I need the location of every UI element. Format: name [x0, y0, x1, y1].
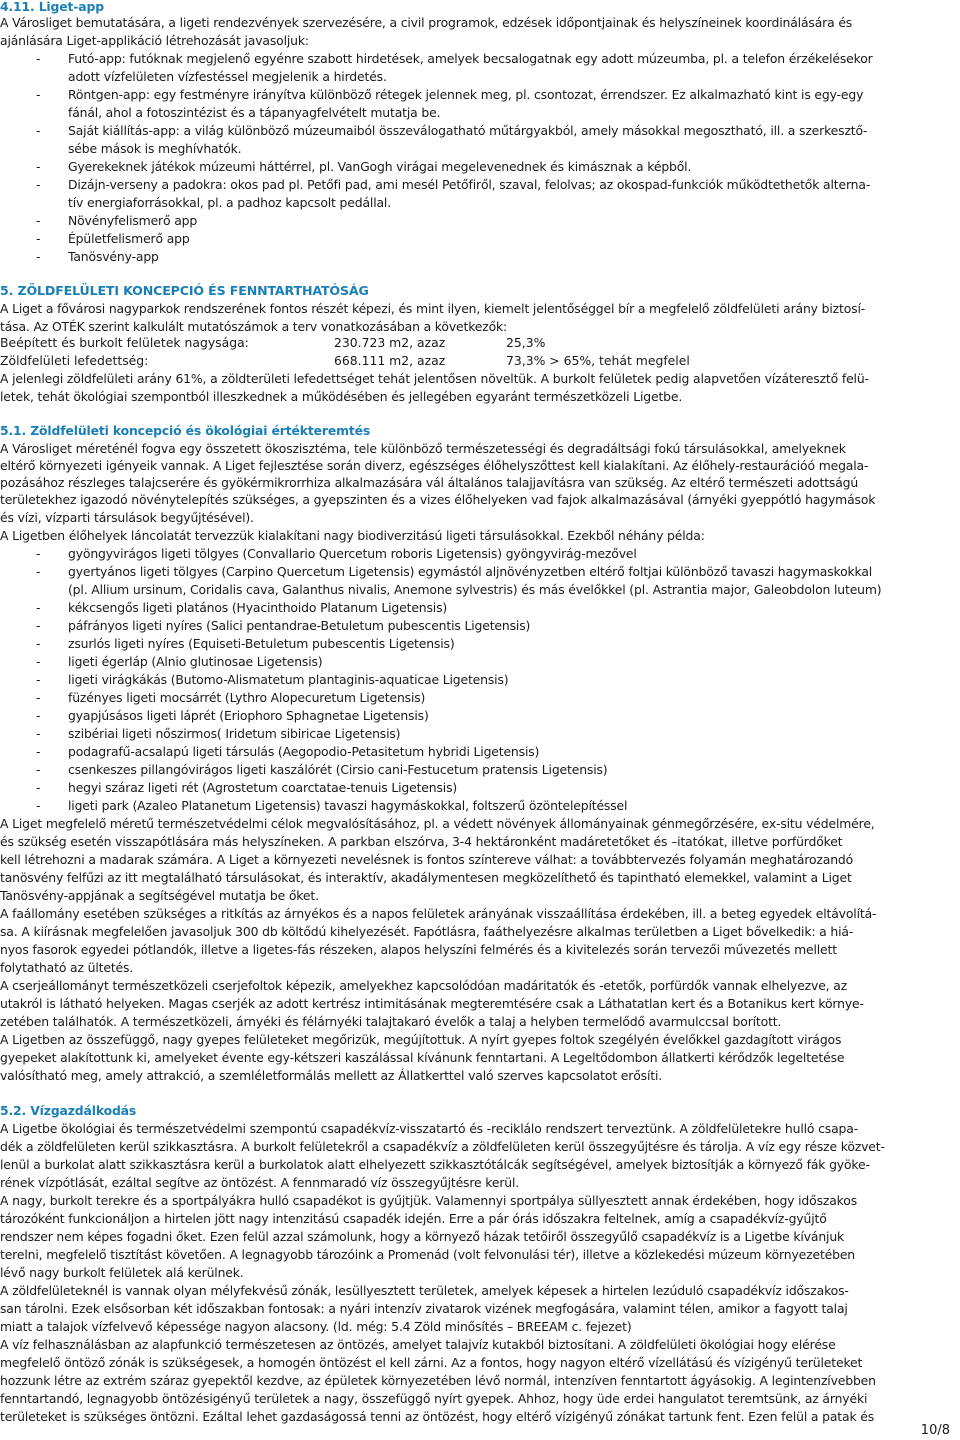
- paragraph-line: A Ligetben élőhelyek láncolatát tervezzük kialakítani nagy biodiverzitású ligeti társulásokkal. Ezekből néhány példa:: [0, 528, 705, 543]
- list-dash: -: [36, 654, 41, 669]
- page-number: 10/8: [920, 1423, 950, 1438]
- list-item: ligeti virágkákás (Butomo-Alismatetum plantaginis-aquaticae Ligetensis): [68, 672, 509, 687]
- section-heading-5: 5. ZÖLDFELÜLETI KONCEPCIÓ ÉS FENNTARTHATÓSÁG: [0, 283, 369, 298]
- paragraph-line: A cserjeállományt természetközeli cserjefoltok képezik, amelyekhez kapcsolódóan madáritatók és -etetők, porfürdők vannak elhelyezve, az: [0, 978, 848, 993]
- list-dash: -: [36, 177, 41, 192]
- list-item: fánál, ahol a fotoszintézist és a tápanyagfelvételt mutatja be.: [68, 105, 441, 120]
- paragraph-line: miatt a talajok vízfelvevő képessége nagyon alacsony. (ld. még: 5.4 Zöld minősítés – BREEAM c. fejezet): [0, 1319, 632, 1334]
- paragraph-line: A nagy, burkolt terekre és a sportpályákra hulló csapadékot is gyűjtjük. Valamennyi sportpálya süllyesztett annak érdekében, hogy időszakos: [0, 1193, 858, 1208]
- stats-row: [0, 334, 960, 351]
- list-item: füzényes ligeti mocsárrét (Lythro Alopecuretum Ligetensis): [68, 690, 426, 705]
- paragraph-line: folytatható az ültetés.: [0, 960, 134, 975]
- paragraph-line: lévő nagy burkolt felületek alá kerülnek.: [0, 1265, 244, 1280]
- list-dash: -: [36, 564, 41, 579]
- paragraph-line: dék a zöldfelületen kerül szikkasztásra. A burkolt felületekről a csapadékvíz a zöldfelületen kerül összegyűjtésre és tárolja. A víz egy része közvet-: [0, 1139, 885, 1154]
- list-item: kékcsengős ligeti platános (Hyacinthoido Platanum Ligetensis): [68, 600, 448, 615]
- paragraph-line: letek, tehát ökológiai szempontból illeszkednek a működésében és jellegében egyaránt természetközeli Ligetbe.: [0, 389, 683, 404]
- intro-line: A Városliget bemutatására, a ligeti rendezvények szervezésére, a civil programok, edzések időpontjainak és helyszíneinek koordinálására és: [0, 15, 853, 30]
- list-dash: -: [36, 213, 41, 228]
- paragraph-line: A Liget a fővárosi nagyparkok rendszerének fontos részét képezi, és mint ilyen, kiemelt jelentőséggel bír a megfelelő zöldfelületi arány biztosí-: [0, 301, 866, 316]
- section-heading-5-1: 5.1. Zöldfelületi koncepció és ökológiai értékteremtés: [0, 423, 371, 438]
- list-dash: -: [36, 780, 41, 795]
- paragraph-line: tanösvény felfűzi az itt megtalálható társulásokat, és interaktív, akadálymentesen megközelíthető és tapintható elemekkel, valamint a Liget: [0, 870, 852, 885]
- stats-label: Zöldfelületi lefedettség:: [0, 353, 149, 368]
- list-dash: -: [36, 744, 41, 759]
- list-item: Dizájn-verseny a padokra: okos pad pl. Petőfi pad, ami mesél Petőfiről, szaval, felolvas; az okospad-funkciók működtethetők alterna-: [68, 177, 871, 192]
- paragraph-line: gyepeket alakítottunk ki, amelyeket évente egy-kétszeri kaszálással kívánunk fenntartani. A Legeltődombon állatkerti kérődzők legeltetése: [0, 1050, 845, 1065]
- paragraph-line: A Ligetbe ökológiai és természetvédelmi szempontú csapadékvíz-visszatartó és -reciklálo rendszert terveztünk. A zöldfelületekre hulló csapa-: [0, 1121, 859, 1136]
- paragraph-line: nyos fasorok egyedei pótlandók, illetve a ligetes-fás részeken, alapos helyszíni felmérés és a kivitelezés során tervezői művezetés mellett: [0, 942, 837, 957]
- list-dash: -: [36, 231, 41, 246]
- list-dash: -: [36, 708, 41, 723]
- paragraph-line: hozzunk létre az extrém száraz gyepektől kezdve, az épületek környezetében lévő normál, intenzíven fenntartott ágyásokig. A legintenzívebben: [0, 1373, 876, 1388]
- section-heading-5-2: 5.2. Vízgazdálkodás: [0, 1103, 137, 1118]
- paragraph-line: kell létrehozni a madarak számára. A Liget a környezeti nevelésnek is fontos színtereve válhat: a továbbtervezés folyamán meghatározandó: [0, 852, 854, 867]
- list-dash: -: [36, 726, 41, 741]
- list-dash: -: [36, 123, 41, 138]
- list-item: sébe mások is meghívhatók.: [68, 141, 242, 156]
- paragraph-line: utakról is látható helyeken. Magas cserjék az adott kertrész intimitásának megteremtésére csak a Láthatatlan kert és a Botanikus kert környe-: [0, 996, 864, 1011]
- list-item: szibériai ligeti nőszirmos( Iridetum sibiricae Ligetensis): [68, 726, 401, 741]
- list-item: Épületfelismerő app: [68, 231, 190, 246]
- paragraph-line: A zöldfelületeknél is vannak olyan mélyfekvésű zónák, lesüllyesztett területek, amelyek képesek a hirtelen lezúduló csapadékvíz időszakos-: [0, 1283, 849, 1298]
- paragraph-line: zetében találhatók. A természetközeli, árnyéki és félárnyéki talajtakaró évelők a talaj a helyben termelődő avarmulccsal borított.: [0, 1014, 782, 1029]
- list-dash: -: [36, 636, 41, 651]
- list-item: gyöngyvirágos ligeti tölgyes (Convallario Quercetum roboris Ligetensis) gyöngyvirág-mezővel: [68, 546, 637, 561]
- list-item: Saját kiállítás-app: a világ különböző múzeumaiból összeválogatható műtárgyakból, amely másokkal megosztható, ill. a szerkesztő-: [68, 123, 868, 138]
- list-item: (pl. Allium ursinum, Coridalis cava, Galanthus nivalis, Anemone sylvestris) és más évelőkkel (pl. Astrantia major, Galeobdolon luteum): [68, 582, 882, 597]
- paragraph-line: tározóként funkcionáljon a hirtelen jött nagy intenzitású csapadék idején. Erre a pár órás időszakra feltelnek, amíg a csapadékvíz-gyűjtő: [0, 1211, 827, 1226]
- paragraph-line: A jelenlegi zöldfelületi arány 61%, a zöldterületi lefedettséget tehát jelentősen növeltük. A burkolt felületek pedig alapvetően vízáteresztő felü-: [0, 371, 869, 386]
- paragraph-line: és vízi, vízparti társulások begyűjtésével).: [0, 510, 254, 525]
- list-item: ligeti park (Azaleo Platanetum Ligetensis) tavaszi hagymáskokkal, foltszerű özöntelepítéssel: [68, 798, 628, 813]
- paragraph-line: A faállomány esetében szükséges a ritkítás az árnyékos és a napos felületek arányának visszaállítása érdekében, ill. a beteg egyedek eltávolítá-: [0, 906, 877, 921]
- stats-value: 230.723 m2, azaz: [334, 335, 446, 350]
- paragraph-line: terelni, megfelelő tisztítást követően. A legnagyobb tározóink a Promenád (volt felvonulási tér), illetve a közlekedési múzeum környezetében: [0, 1247, 856, 1262]
- stats-value: 668.111 m2, azaz: [334, 353, 446, 368]
- list-item: páfrányos ligeti nyíres (Salici pentandrae-Betuletum pubescentis Ligetensis): [68, 618, 531, 633]
- list-item: Növényfelismerő app: [68, 213, 198, 228]
- list-item: tív energiaforrásokkal, pl. a padhoz kapcsolt pedállal.: [68, 195, 392, 210]
- paragraph-line: valósítható meg, amely attrakció, a szemléletformálás mellett az Állatkerttel való szerves kapcsolatot erősíti.: [0, 1068, 663, 1083]
- list-dash: -: [36, 762, 41, 777]
- list-item: Gyerekeknek játékok múzeumi háttérrel, pl. VanGogh virágai megelevenednek és kimásznak a képből.: [68, 159, 692, 174]
- paragraph-line: és szükség esetén visszapótlására más helyszíneken. A parkban elszórva, 3-4 hektáronként madáretetőket és –itatókat, illetve porfürdőket: [0, 834, 843, 849]
- stats-percent: 73,3% > 65%, tehát megfelel: [506, 353, 690, 368]
- paragraph-line: megfelelő öntöző zónák is szükségesek, a homogén öntözést el kell zárni. Az a fontos, hogy nagyon eltérő vízellátású és vízigényű területeket: [0, 1355, 863, 1370]
- paragraph-line: rendszer nem képes fogadni őket. Ezen felül azzal számolunk, hogy a környező házak tetőiről összegyűlő csapadékvíz is a Ligetbe kívánjuk: [0, 1229, 845, 1244]
- intro-line: ajánlására Liget-applikáció létrehozását javasoljuk:: [0, 33, 309, 48]
- list-item: Tanösvény-app: [68, 249, 159, 264]
- list-item: ligeti égerláp (Alnio glutinosae Ligetensis): [68, 654, 323, 669]
- list-item: podagrafű-acsalapú ligeti társulás (Aegopodio-Petasitetum hybridi Ligetensis): [68, 744, 540, 759]
- paragraph-line: A Liget megfelelő méretű természetvédelmi célok megvalósításához, pl. a védett növények állományainak génmegőrzésére, ex-situ védelmére,: [0, 816, 875, 831]
- paragraph-line: san tárolni. Ezek elsősorban két időszakban fontosak: a nyári intenzív zivatarok vizének megfogására, valamint télen, amikor a fagyott talaj: [0, 1301, 848, 1316]
- list-dash: -: [36, 798, 41, 813]
- list-item: adott vízfelületen vízfestéssel megjelenik a hirdetés.: [68, 69, 387, 84]
- paragraph-line: eltérő környezeti igényeik vannak. A Liget fejlesztése során diverz, egészséges élőhelyszőttest kell kialakítani. Az élőhely-restaurációó megala-: [0, 458, 869, 473]
- paragraph-line: sa. A kiírásnak megfelelően javasoljuk 300 db költődú kihelyezését. Fapótlásra, faáthelyezésre alkalmas területben a Liget bővelkedik: a hiá-: [0, 924, 854, 939]
- stats-row: [0, 352, 960, 369]
- paragraph-line: fenntartandó, legnagyobb öntözésigényű területek a nagy, összefüggő nyírt gyepek. Ahhoz, hogy üde erdei hangulatot teremtsünk, az árnyéki: [0, 1391, 868, 1406]
- list-dash: -: [36, 600, 41, 615]
- list-item: hegyi száraz ligeti rét (Agrostetum coarctatae-tenuis Ligetensis): [68, 780, 458, 795]
- list-dash: -: [36, 672, 41, 687]
- list-dash: -: [36, 690, 41, 705]
- list-dash: -: [36, 249, 41, 264]
- list-item: gyertyános ligeti tölgyes (Carpino Quercetum Ligetensis) egymástól aljnövényzetben eltérő foltjai különböző tavaszi hagymaskokkal: [68, 564, 873, 579]
- list-item: gyapjúsásos ligeti láprét (Eriophoro Sphagnetae Ligetensis): [68, 708, 429, 723]
- list-item: Röntgen-app: egy festményre irányítva különböző rétegek jelennek meg, pl. csontozat, érrendszer. Ez alkalmazható kint is egy-egy: [68, 87, 864, 102]
- list-item: Futó-app: futóknak megjelenő egyénre szabott hirdetések, amelyek becsalogatnak egy adott múzeumba, pl. a telefon érzékelésekor: [68, 51, 873, 66]
- list-item: csenkeszes pillangóvirágos ligeti kaszálórét (Cirsio cani-Festucetum pratensis Ligetensis): [68, 762, 608, 777]
- list-dash: -: [36, 546, 41, 561]
- paragraph-line: pozásához részleges talajcserére és gyökérmikrorrhiza alkalmazására vál általános talajjavításra van szükség. Az eltérő természeti adottságú: [0, 475, 859, 490]
- paragraph-line: A víz felhasználásban az alapfunkció természetesen az öntözés, amelyet talajvíz kutakból biztosítani. A zöldfelületi ökológiai hogy elérése: [0, 1337, 836, 1352]
- list-dash: -: [36, 87, 41, 102]
- paragraph-line: rének vízpótlását, ezáltal segítve az öntözést. A fennmaradó víz összegyűjtésre kerül.: [0, 1175, 520, 1190]
- paragraph-line: területekhez igazodó növénytelepítés szükséges, a gyepszinten és a vizes élőhelyeken vad fajok alkalmazásával (árnyéki gyeppótló hagymások: [0, 492, 876, 507]
- paragraph-line: A Ligetben az összefüggő, nagy gyepes felületeket megőrizük, megújítottuk. A nyírt gyepes foltok szegélyén évelőkkel gazdagított virágos: [0, 1032, 842, 1047]
- paragraph-line: A Városliget méreténél fogva egy összetett ökoszisztéma, tele különböző természetességi és degradáltsági fokú társulásokkal, amelyeknek: [0, 441, 846, 456]
- list-dash: -: [36, 51, 41, 66]
- list-dash: -: [36, 159, 41, 174]
- list-dash: -: [36, 618, 41, 633]
- paragraph-line: lenül a burkolat alatt szikkasztásra kerül a burkolatok alatt elhelyezett szikkasztótálcák segítségével, amelyek biztosítják a környező fák gyöke-: [0, 1157, 870, 1172]
- section-heading-4-11: 4.11. Liget-app: [0, 0, 104, 14]
- paragraph-line: területeket is szükséges öntözni. Ezáltal lehet gazdaságossá tenni az öntözést, hogy eltérő vízigényű zónákat tartunk fent. Ezen felül a patak és: [0, 1409, 875, 1424]
- stats-percent: 25,3%: [506, 335, 546, 350]
- paragraph-line: Tanösvény-appjának a segítségével mutatja be őket.: [0, 888, 319, 903]
- stats-label: Beépített és burkolt felületek nagysága:: [0, 335, 249, 350]
- paragraph-line: tása. Az OTÉK szerint kalkulált mutatószámok a terv vonatkozásában a következők:: [0, 319, 508, 334]
- list-item: zsurlós ligeti nyíres (Equiseti-Betuletum pubescentis Ligetensis): [68, 636, 455, 651]
